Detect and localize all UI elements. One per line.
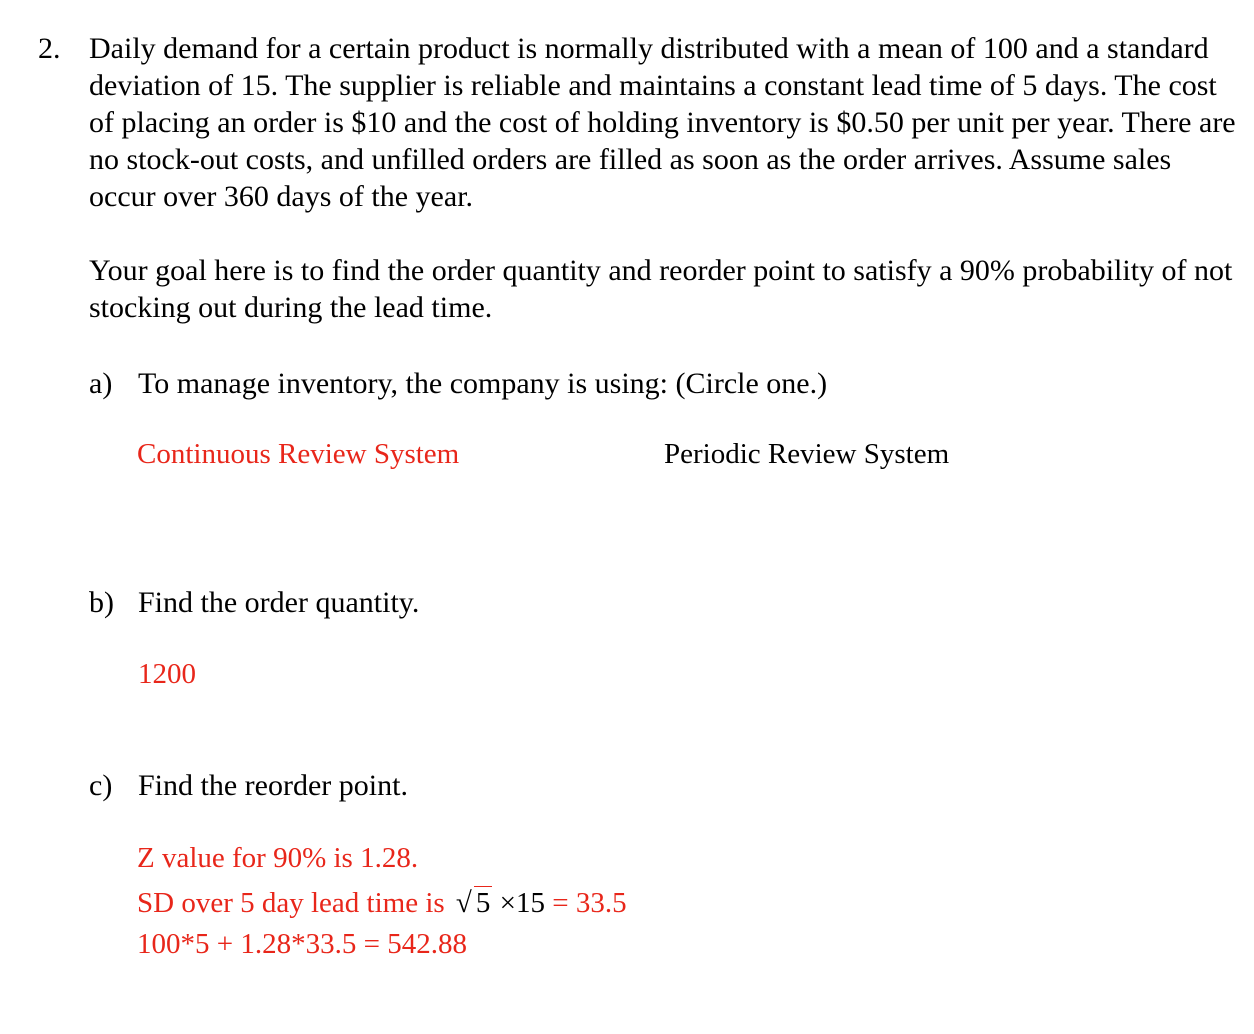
- part-a-letter: a): [89, 367, 113, 400]
- part-c-prompt: Find the reorder point.: [138, 769, 408, 802]
- option-continuous-review: Continuous Review System: [137, 438, 460, 470]
- sd-line-prefix: SD over 5 day lead time is: [137, 887, 445, 919]
- sd-result: = 33.5: [552, 887, 627, 919]
- question-number: 2.: [38, 32, 61, 65]
- sqrt-radicand: 5: [475, 887, 491, 919]
- order-quantity-answer: 1200: [138, 658, 196, 690]
- sd-multiplier: ×15: [499, 887, 546, 919]
- sqrt-expression: [455, 881, 493, 926]
- reorder-point-calc: 100*5 + 1.28*33.5 = 542.88: [137, 928, 467, 960]
- part-b-prompt: Find the order quantity.: [138, 586, 420, 619]
- z-value-line: Z value for 90% is 1.28.: [137, 842, 419, 874]
- sqrt-icon: √: [455, 887, 472, 919]
- part-c-letter: c): [89, 769, 113, 802]
- question-text: Daily demand for a certain product is normally distributed with a mean of 100 and a standard deviation of 15. The supplier is reliable and maintains a constant lead time of 5 days. The cost of placing an order is $10 and the cost of holding inventory is $0.50 per unit per year. There are no stock-out costs, and unfilled orders are filled as soon as the order arrives. Assume sales occur over 360 days of the year.: [89, 32, 1236, 213]
- goal-text: Your goal here is to find the order quantity and reorder point to satisfy a 90% probability of not stocking out during the lead time.: [89, 254, 1233, 324]
- part-b-letter: b): [89, 586, 114, 619]
- sd-lead-time-line: [137, 881, 627, 926]
- option-periodic-review: Periodic Review System: [664, 438, 950, 470]
- part-a-prompt: To manage inventory, the company is using: (Circle one.): [138, 367, 828, 400]
